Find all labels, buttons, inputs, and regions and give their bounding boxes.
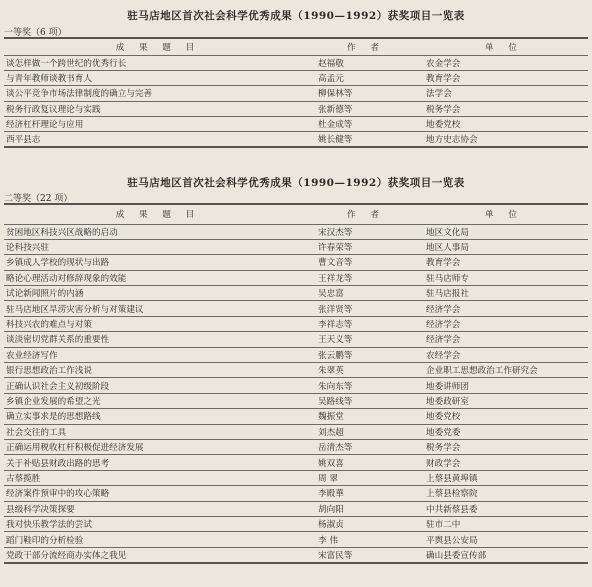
table-2-title: 驻马店地区首次社会科学优秀成果（1990—1992）获奖项目一览表: [127, 177, 465, 189]
cell-author: 赵福敬: [312, 55, 420, 70]
cell-author: 李 伟: [312, 532, 420, 547]
cell-title: 论科技兴驻: [4, 239, 312, 254]
table-row: [4, 409, 588, 424]
cell-unit: 税务学会: [420, 439, 588, 454]
cell-title: 与青年教师谈教书育人: [4, 70, 312, 85]
cell-unit: 教育学会: [420, 70, 588, 85]
cell-title: 西平县志: [4, 132, 312, 147]
cell-title: 谈公平竞争市场法律制度的确立与完善: [4, 86, 312, 101]
cell-title: 谈怎样做一个跨世纪的优秀行长: [4, 55, 312, 70]
cell-title: 经济案件预审中的攻心策略: [4, 486, 312, 501]
cell-author: 柳保林等: [312, 86, 420, 101]
cell-author: 张洋贤等: [312, 301, 420, 316]
cell-author: 杜金成等: [312, 117, 420, 132]
table-row: [4, 332, 588, 347]
cell-author: 曹文音等: [312, 255, 420, 270]
cell-title: 银行思想政治工作浅说: [4, 363, 312, 378]
cell-author: 周 翠: [312, 470, 420, 485]
cell-author: 魏振堂: [312, 409, 420, 424]
cell-title: 古蔡揽胜: [4, 470, 312, 485]
cell-unit: 中共新蔡县委: [420, 501, 588, 516]
table-row: [4, 470, 588, 485]
table-row: [4, 516, 588, 531]
cell-title: 县级科学决策探要: [4, 501, 312, 516]
table-row: [4, 270, 588, 285]
cell-author: 许春荣等: [312, 239, 420, 254]
cell-unit: 地委党校: [420, 117, 588, 132]
first-prize-label: 一等奖（6 项）: [4, 28, 67, 38]
table-row: [4, 439, 588, 454]
table-row: [4, 224, 588, 239]
cell-author: 姚长健等: [312, 132, 420, 147]
cell-title: 农业经济写作: [4, 347, 312, 362]
cell-unit: 驻市二中: [420, 516, 588, 531]
cell-author: 吴忠富: [312, 286, 420, 301]
table-row: [4, 424, 588, 439]
cell-author: 朱向东等: [312, 378, 420, 393]
cell-author: 王天义等: [312, 332, 420, 347]
table-row: [4, 239, 588, 254]
cell-title: 税务行政复议理论与实践: [4, 101, 312, 116]
cell-author: 张新德等: [312, 101, 420, 116]
cell-unit: 教育学会: [420, 255, 588, 270]
cell-title: 科技兴农的难点与对策: [4, 316, 312, 331]
cell-unit: 上蔡县检察院: [420, 486, 588, 501]
cell-unit: 税务学会: [420, 101, 588, 116]
table-header-row: [4, 38, 588, 55]
header-author: 作 者: [312, 204, 420, 224]
cell-title: 贫困地区科技兴区战略的启动: [4, 224, 312, 239]
table-row: [4, 363, 588, 378]
cell-title: 正确运用税收杠杆积极促进经济发展: [4, 439, 312, 454]
cell-title: 我对快乐教学法的尝试: [4, 516, 312, 531]
cell-unit: 农金学会: [420, 55, 588, 70]
cell-author: 李殿華: [312, 486, 420, 501]
cell-author: 杨淑贞: [312, 516, 420, 531]
table-row: [4, 532, 588, 547]
table-1-title: 驻马店地区首次社会科学优秀成果（1990—1992）获奖项目一览表: [127, 10, 465, 22]
cell-author: 李祥志等: [312, 316, 420, 331]
table-row: [4, 55, 588, 70]
table-row: [4, 255, 588, 270]
table-row: [4, 378, 588, 393]
first-prize-table: [4, 37, 588, 148]
table-row: [4, 455, 588, 470]
table-row: [4, 132, 588, 147]
cell-unit: 地委党委: [420, 424, 588, 439]
cell-author: 岳清杰等: [312, 439, 420, 454]
cell-author: 王祥龙等: [312, 270, 420, 285]
header-author: 作 者: [312, 38, 420, 55]
table-row: [4, 301, 588, 316]
cell-title: 试论新闻照片的内涵: [4, 286, 312, 301]
cell-title: 经济杠杆理论与应用: [4, 117, 312, 132]
cell-author: 宋富民等: [312, 547, 420, 562]
cell-unit: 驻马店报社: [420, 286, 588, 301]
cell-author: 胡向阳: [312, 501, 420, 516]
cell-title: 驻马店地区旱涝灾害分析与对策建议: [4, 301, 312, 316]
table-row: [4, 70, 588, 85]
cell-unit: 地区文化局: [420, 224, 588, 239]
cell-title: 确立实事求是的思想路线: [4, 409, 312, 424]
header-title: 成 果 题 目: [4, 38, 312, 55]
cell-unit: 农经学会: [420, 347, 588, 362]
cell-title: 略论心理活动对修辞现象的效能: [4, 270, 312, 285]
cell-title: 正确认识社会主义初级阶段: [4, 378, 312, 393]
cell-unit: 平舆县公安局: [420, 532, 588, 547]
cell-title: 社会交往的工具: [4, 424, 312, 439]
cell-unit: 经济学会: [420, 316, 588, 331]
cell-unit: 地方史志协会: [420, 132, 588, 147]
cell-unit: 驻马店师专: [420, 270, 588, 285]
header-unit: 单 位: [420, 204, 588, 224]
table-row: [4, 316, 588, 331]
cell-title: 关于补贴县财政出路的思考: [4, 455, 312, 470]
cell-unit: 地委讲师团: [420, 378, 588, 393]
cell-title: 乡镇成人学校的现状与出路: [4, 255, 312, 270]
table-row: [4, 547, 588, 562]
cell-title: 蹈门鞋印的分析检验: [4, 532, 312, 547]
cell-unit: 企业职工思想政治工作研究会: [420, 363, 588, 378]
table-row: [4, 393, 588, 408]
cell-unit: 经济学会: [420, 301, 588, 316]
cell-author: 吴路线等: [312, 393, 420, 408]
cell-author: 高孟元: [312, 70, 420, 85]
cell-title: 党政干部分流经商办实体之我见: [4, 547, 312, 562]
cell-author: 姚双喜: [312, 455, 420, 470]
cell-unit: 地区人事局: [420, 239, 588, 254]
cell-author: 张云鹏等: [312, 347, 420, 362]
cell-title: 谈淡密切党群关系的重要性: [4, 332, 312, 347]
cell-author: 宋汉杰等: [312, 224, 420, 239]
table-row: [4, 117, 588, 132]
table-row: [4, 501, 588, 516]
cell-unit: 法学会: [420, 86, 588, 101]
second-prize-table: [4, 203, 588, 564]
cell-unit: 地委党校: [420, 409, 588, 424]
table-header-row: [4, 204, 588, 224]
cell-author: 刘杰超: [312, 424, 420, 439]
cell-unit: 上蔡县黄埠镇: [420, 470, 588, 485]
cell-title: 乡镇企业发展的希望之光: [4, 393, 312, 408]
cell-unit: 确山县委宣传部: [420, 547, 588, 562]
table-row: [4, 86, 588, 101]
cell-unit: 地委政研室: [420, 393, 588, 408]
header-unit: 单 位: [420, 38, 588, 55]
table-row: [4, 286, 588, 301]
table-row: [4, 486, 588, 501]
cell-author: 朱翠英: [312, 363, 420, 378]
second-prize-label: 二等奖（22 项）: [4, 194, 73, 204]
header-title: 成 果 题 目: [4, 204, 312, 224]
cell-unit: 财政学会: [420, 455, 588, 470]
table-row: [4, 347, 588, 362]
table-row: [4, 101, 588, 116]
cell-unit: 经济学会: [420, 332, 588, 347]
